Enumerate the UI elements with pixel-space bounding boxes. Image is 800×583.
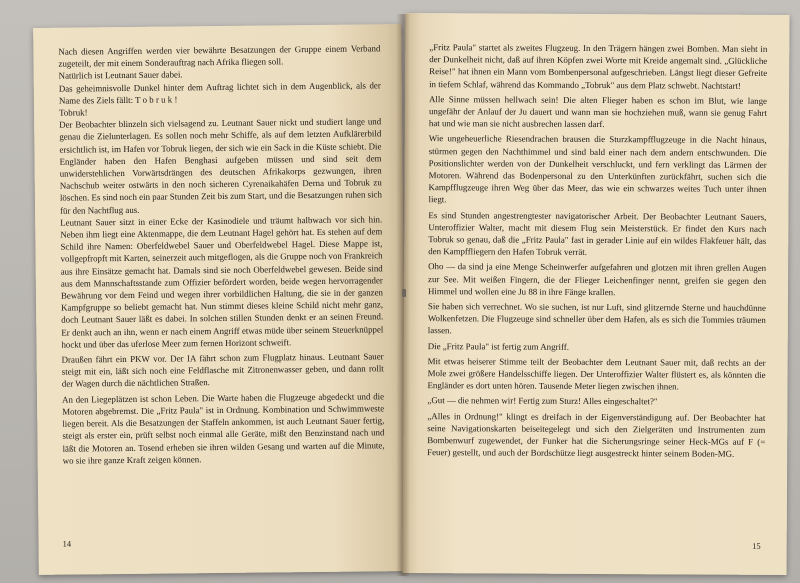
paragraph: Sie haben sich verrechnet. Wo sie suchen, ist nur Luft, sind glitzernde Sterne und hauchdünne Wolkenfetzen. Die Flugzeuge sind schneller über dem Hafen, als es sich die Tommies träumen lassen. xyxy=(427,301,766,336)
paragraph: Wie ungeheuerliche Riesendrachen brausen die Sturzkampfflugzeuge in die Nacht hinaus, stürmen gegen den Nachthimmel und sind bald einer nach dem andern entschwunden. Die Positionslichter werden von der Dunkelheit verschluckt, und fern verklingt das Lärmen der Motoren. Während das Bodenpersonal zu den Unterkünften zurückfährt, suchen sich die Kampfflugzeuge ihren Weg über das Meer, das wie ein schwarzes weites Tuch unter ihnen liegt. xyxy=(428,133,767,205)
left-page xyxy=(33,24,407,575)
right-page xyxy=(403,13,790,575)
paragraph: „Fritz Paula" startet als zweites Flugzeug. In den Trägern hängen zwei Bomben. Man sieht in der Dunkelheit nicht, daß auf ihren Köpfen zwei Worte mit Kreide angemalt sind. „Glückliche Reise!" hat ihnen ein Mann vom Bombenpersonal aufgeschrieben. Längst liegt dieser Gefreite in tiefem Schlaf, während das Kommando „Tobruk" aus dem Platz schwebt. Nachtstart! xyxy=(429,42,768,91)
paragraph: Die „Fritz Paula" ist fertig zum Angriff. xyxy=(427,340,570,352)
paragraph: Nach diesen Angriffen werden vier bewährte Besatzungen der Gruppe einem Verband zugeteilt, der mit einem Sonderauftrag nach Afrika fliegen soll. xyxy=(58,43,381,69)
paragraph: „Alles in Ordnung!" klingt es dreifach in der Eigenverständigung auf. Der Beobachter hat seine Navigationskarten beiseitegelegt und sich den Zielgeräten und Instrumenten zum Bombenwurf zugewendet, der Funker hat die Sicherungsringe seiner Heck-MGs auf F (= Feuer) gestellt, und auch der Bordschütze liegt ausgestreckt hinter seinem Boden-MG. xyxy=(427,410,766,460)
paragraph: Mit etwas heiserer Stimme teilt der Beobachter dem Leutnant Sauer mit, daß rechts an der Mole zwei größere Handelsschiffe liegen. Der Unteroffizier Walter flüstert es, als könnten die Engländer es dort unten hören. Tausende Meter liegen zwischen ihnen. xyxy=(427,355,766,392)
page-number: 15 xyxy=(752,540,761,551)
paragraph: An den Liegeplätzen ist schon Leben. Die Warte haben die Flugzeuge abgedeckt und die Motoren abgebremst. Die „Fritz Paula" ist in Ordnung. Kombination und Schwimmweste liegen bereit. Als die Besatzungen der Staffeln ankommen, ist auch Leutnant Sauer fertig, steigt als erster ein, prüft selbst noch einmal alle Geräte, mißt den Benzinstand nach und läßt die Motoren an. Tosend erheben sie ihren wilden Gesang und warten auf die Minute, wo sie ihre ganze Kraft zeigen können. xyxy=(61,390,385,466)
paragraph: Draußen fährt ein PKW vor. Der IA fährt schon zum Flugplatz hinaus. Leutnant Sauer steigt mit ein, läßt sich noch eine Feldflasche mit Zitronenwasser geben, und dann rollt der Wagen durch die nächtlichen Straßen. xyxy=(61,351,384,390)
paragraph: „Gut — die nehmen wir! Fertig zum Sturz! Alles eingeschaltet?" xyxy=(427,395,658,407)
paragraph: Alle Sinne müssen hellwach sein! Die alten Flieger haben es schon im Blut, wie lange ungefähr der Anlauf der Ju dauert und wann man sie hochziehen muß, wann sie genug Fahrt hat und wie man sie nicht ausbrechen lassen darf. xyxy=(428,93,768,130)
paragraph: Es sind Stunden angestrengtester navigatorischer Arbeit. Der Beobachter Leutnant Sauers, Unteroffizier Walter, macht mit diesem Flug sein Meisterstück. Er findet den Kurs nach Tobruk so genau, daß die „Fritz Paula" fast in gerader Linie auf ein wildes Flakfeuer hält, das den Kampffliegern den Hafen Tobruk verrät. xyxy=(428,209,767,258)
paragraph: Natürlich ist Leutnant Sauer dabei. xyxy=(58,69,183,82)
page-number: 14 xyxy=(62,538,72,549)
paragraph: Tobruk! xyxy=(58,107,88,118)
paragraph: Der Beobachter blinzeln sich vielsagend zu. Leutnant Sauer nickt und studiert lange und genau die Zielunterlagen. Es sollen noch mehr Schiffe, als auf dem letzten Aufklärerbild ersichtlich ist, im Hafen vor Tobruk liegen, der sich wie ein Sack in die Küste schiebt. Die Engländer haben den Hafen Benghasi aufgeben müssen und sind seit dem unwiderstehlichen Vorwärtsdrängen des deutschen Afrikakorps gezwungen, ihren Nachschub weiter ostwärts in den noch sicheren Cyrenaikahäfen Derna und Tobruk zu löschen. Es sind noch ein paar Stunden Zeit bis zum Start, und die Besatzungen ruhen sich für den Nachtflug aus. xyxy=(59,116,382,216)
right-page-text xyxy=(427,41,767,460)
left-page-text xyxy=(58,42,384,466)
staple xyxy=(402,289,406,297)
paragraph: Das geheimnisvolle Dunkel hinter dem Auftrag lichtet sich in dem Augenblick, als der Name des Ziels fällt: T o b r u k ! xyxy=(58,79,381,106)
paragraph: Oho — da sind ja eine Menge Scheinwerfer aufgefahren und glotzen mit ihren grellen Augen zur See. Mit weißen Fingern, die der Flieger Leichenfinger nennt, greifen sie gegen den Himmel und wollen eine Ju 88 in ihre Fänge krallen. xyxy=(427,261,767,297)
paragraph: Leutnant Sauer sitzt in einer Ecke der Kasinodiele und träumt halbwach vor sich hin. Neben ihm liegt eine Aktenmappe, die dem Leutnant Hagel gehört hat. Es stehen auf dem Schild ihre Namen: Oberfeldwebel Sauer und Oberfeldwebel Hagel. Diese Mappe ist, vollgepfropft mit Karten, seinerzeit auch mitgeflogen, als die Gruppe noch von Frankreich aus ihre Einsätze gemacht hat. Damals sind sie noch Oberfeldwebel gewesen. Beide sind aus dem Mannschaftsstande zum Offizier befördert worden, beide wegen hervorragender Bewährung vor dem Feind und wegen ihrer vorbildlichen Haltung, die sie in der ganzen Kampfgruppe so beliebt gemacht hat. Nun stimmt dieses kleine Schild nicht mehr ganz, doch Leutnant Sauer läßt es dabei. In solchen stillen Stunden denkt er an seinen Freund. Er denkt auch an ihn, wenn er nach einem Angriff etwas müde über seinem Steuerknüppel hockt und über das uferlose Meer zum fernen Horizont schweift. xyxy=(60,214,384,350)
